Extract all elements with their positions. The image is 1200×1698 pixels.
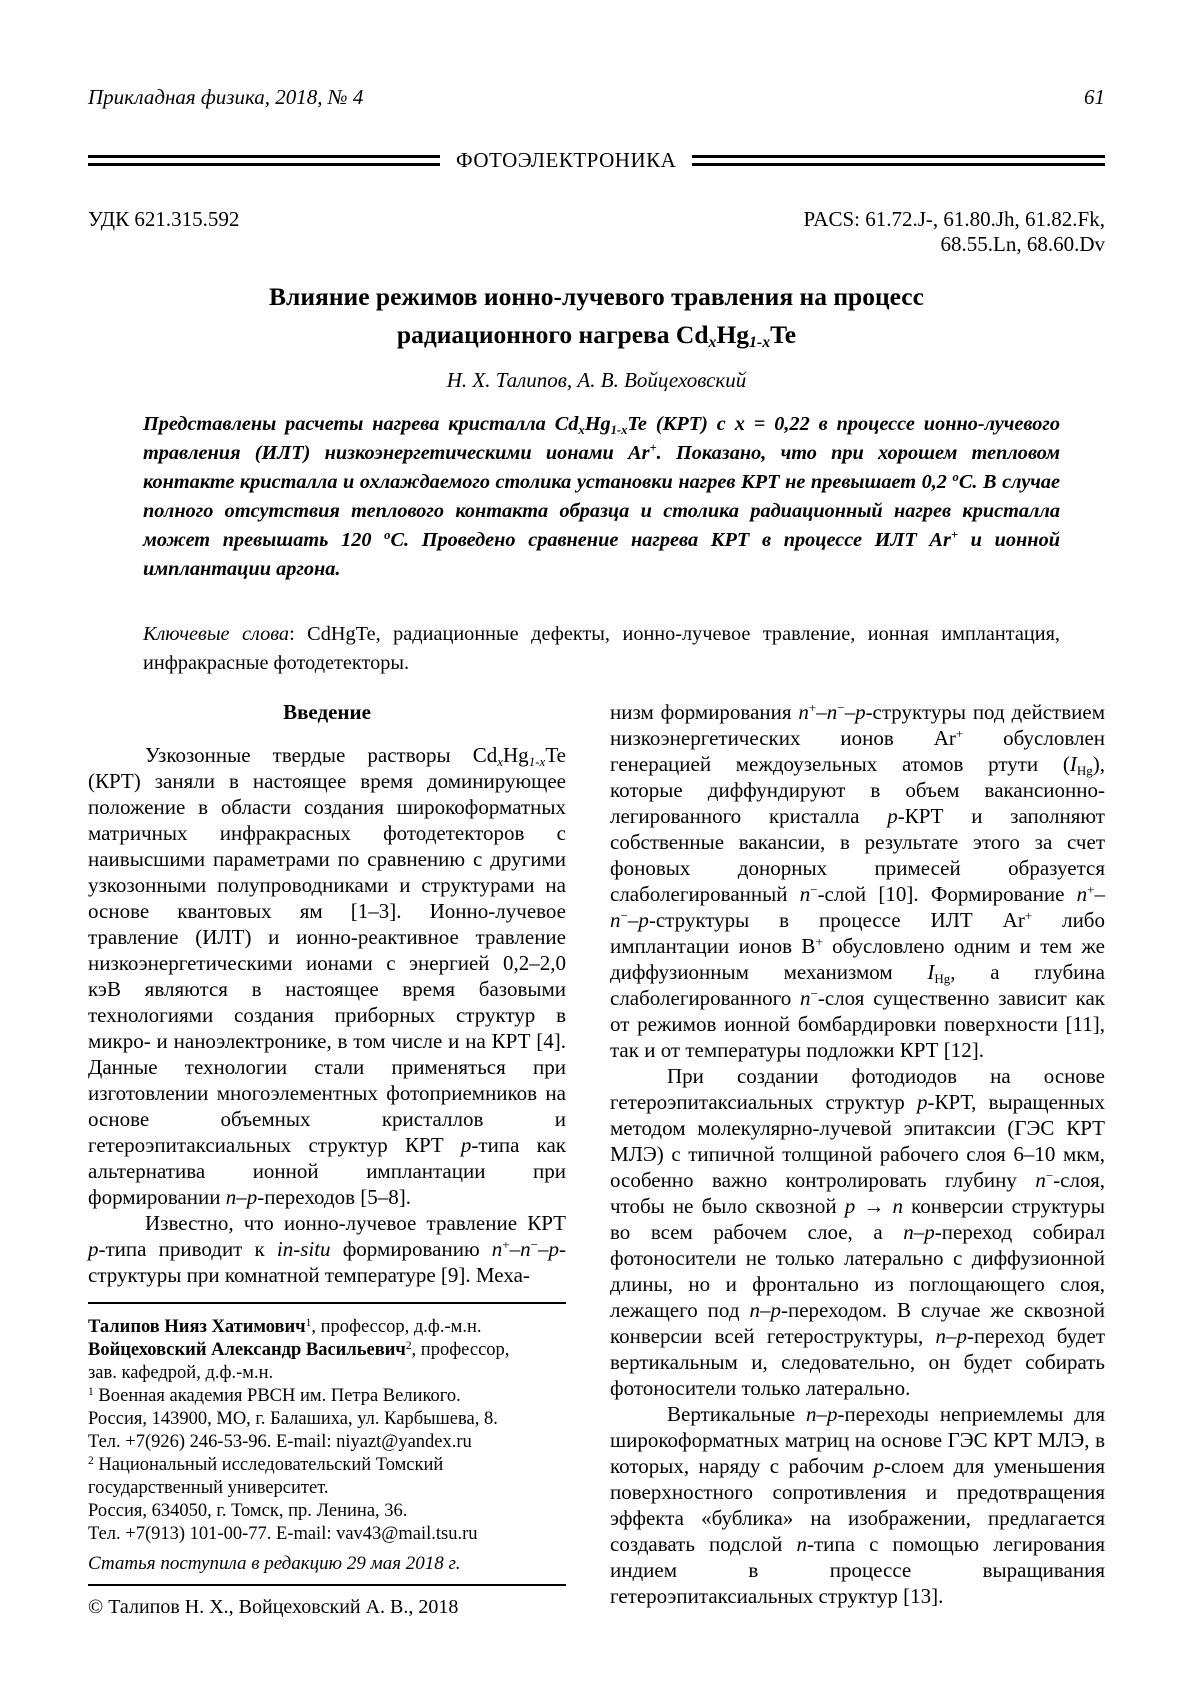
pacs-code — [804, 207, 1105, 257]
footnote-line: $^2$ Национальный исследовательский Томский — [88, 1454, 444, 1475]
footnote-line: Россия, 143900, МО, г. Балашиха, ул. Карбышева, 8. — [88, 1409, 498, 1429]
received-note: Статья поступила в редакцию 29 мая 2018 г. — [88, 1553, 461, 1574]
footnote-line: Тел. +7(926) 246-53-96. E-mail: niyazt@yandex.ru — [88, 1432, 472, 1452]
two-column-body — [88, 699, 1105, 1620]
article-title-line2: радиационного нагрева $Cd_xHg_{1-x}Te$ — [396, 320, 797, 352]
article-keywords: Ключевые слова: CdHgTe, радиационные дефекты, ионно-лучевое травление, ионная имплантация, инфракрасные фотодетекторы. — [143, 623, 1060, 674]
article-abstract: Представлены расчеты нагрева кристалла $Cd_xHg_{1-x}Te$ (КРТ) с x = 0,22 в процессе ионно-лучевого травления (ИЛТ) низкоэнергетическими ионами Ar+. Показано, что при хорошем тепловом контакте кристалла и охлаждаемого столика установки нагрев КРТ не превышает 0,2 $^о$С. В случае полного отсутствия теплового контакта образца и столика радиационный нагрев кристалла может превышать 120 $^о$С. Проведено сравнение нагрева КРТ в процессе ИЛТ Ar+ и ионной имплантации аргона. — [143, 413, 1060, 580]
article-authors: Н. Х. Талипов, А. В. Войцеховский — [446, 368, 747, 392]
banner-rule-left — [88, 155, 440, 166]
footnote-line: Войцеховский Александр Васильевич$^2$, профессор, — [88, 1339, 510, 1360]
footnote-line: государственный университет. — [88, 1478, 329, 1498]
footnote-line: зав. кафедрой, д.ф.-м.н. — [88, 1363, 274, 1383]
pacs-line-1: PACS: 61.72.J-, 61.80.Jh, 61.82.Fk, — [803, 207, 1105, 231]
footnote-line: Талипов Нияз Хатимович$^1$, профессор, д.ф.-м.н. — [88, 1316, 482, 1337]
udk-code: УДК 621.315.592 — [88, 207, 240, 231]
banner-label: ФОТОЭЛЕКТРОНИКА — [456, 148, 677, 172]
copyright-note: © Талипов Н. Х., Войцеховский А. В., 2018 — [88, 1596, 459, 1618]
author-footnote — [88, 1302, 566, 1546]
running-head — [88, 84, 1105, 110]
paragraph: Вертикальные n–p-переходы неприемлемы для широкоформатных матриц на основе ГЭС КРТ МЛЭ, в которых, наряду с рабочим p-слоем для уменьшения поверхностного сопротивления и предотвращения эффекта «бублика» на изображении, предлагается создавать подслой n-типа с помощью легирования индием в процессе выращивания гетероэпитаксиальных структур [13]. — [610, 1402, 1105, 1608]
section-banner — [88, 148, 1105, 173]
left-column-body — [88, 699, 566, 1302]
introduction-heading: Введение — [283, 700, 371, 724]
copyright-separator — [88, 1584, 566, 1586]
paragraph: низм формирования n+–n−–p-структуры под действием низкоэнергетических ионов Ar+ обусловлен генерацией междоузельных атомов ртути $(I_{Hg})$, которые диффундируют в объем вакансионно-легированного кристалла p-КРТ и заполняют собственные вакансии, в результате этого за счет фоновых донорных примесей образуется слаболегированный n−-слой [10]. Формирование n+–n−–p-структуры в процессе ИЛТ Ar+ либо имплантации ионов B+ обусловлено одним и тем же диффузионным механизмом $I_{Hg}$, а глубина слаболегированного n−-слоя существенно зависит как от режимов ионной бомбардировки поверхности [11], так и от температуры подложки КРТ [12]. — [610, 699, 1105, 1062]
pacs-line-2: 68.55.Ln, 68.60.Dv — [940, 232, 1105, 256]
article-title-line1: Влияние режимов ионно-лучевого травления на процесс — [269, 282, 924, 311]
codes-row — [88, 207, 1105, 257]
journal-name: Прикладная физика, 2018, № 4 — [88, 85, 364, 109]
footnote-line: Россия, 634050, г. Томск, пр. Ленина, 36. — [88, 1501, 408, 1521]
right-column — [610, 699, 1105, 1620]
paragraph: Узкозонные твердые растворы $Cd_xHg_{1-x}Te$ (КРТ) заняли в настоящее время доминирующее положение в области создания широкоформатных матричных инфракрасных фотодетекторов с наивысшими параметрами по сравнению с другими узкозонными полупроводниками и структурами на основе квантовых ям [1–3]. Ионно-лучевое травление (ИЛТ) и ионно-реактивное травление низкоэнергетическими ионами с энергией 0,2–2,0 кэВ являются в настоящее время базовыми технологиями создания приборных структур в микро- и наноэлектронике, в том числе и на КРТ [4]. Данные технологии стали применяться при изготовлении многоэлементных фотоприемников на основе объемных кристаллов и гетероэпитаксиальных структур КРТ p-типа как альтернатива ионной имплантации при формировании n–p-переходов [5–8]. — [88, 743, 566, 1209]
paragraph: Известно, что ионно-лучевое травление КРТ p-типа приводит к in-situ формированию n+–n−–p-структуры при комнатной температуре [9]. Меха- — [88, 1211, 566, 1287]
footnote-line: Тел. +7(913) 101-00-77. E-mail: vav43@mail.tsu.ru — [88, 1524, 478, 1544]
page-number: 61 — [1084, 85, 1105, 109]
left-column — [88, 699, 566, 1620]
paragraph: При создании фотодиодов на основе гетероэпитаксиальных структур p-КРТ, выращенных методом молекулярно-лучевой эпитаксии (ГЭС КРТ МЛЭ) с типичной толщиной рабочего слоя 6–10 мкм, особенно важно контролировать глубину n−-слоя, чтобы не было сквозной p → n конверсии структуры во всем рабочем слое, а n–p-переход собирал фотоносители не только латерально с диффузионной длины, но и фронтально из поглощающего слоя, лежащего под n–p-переходом. В случае же сквозной конверсии всей гетероструктуры, n–p-переход будет вертикальным и, следовательно, он будет собирать фотоносители только латерально. — [610, 1064, 1106, 1400]
article-title — [88, 278, 1105, 354]
footnote-line: $^1$ Военная академия РВСН им. Петра Великого. — [88, 1385, 461, 1406]
banner-rule-right — [692, 155, 1105, 166]
